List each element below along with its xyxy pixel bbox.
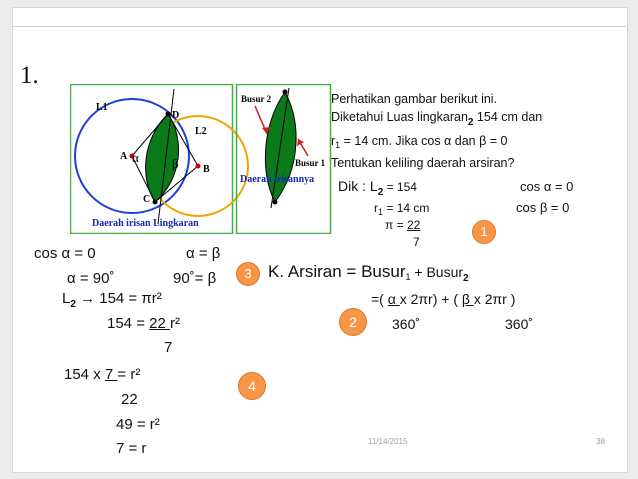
label-busur2: Busur 2 [241,94,272,104]
footer-date: 11/14/2015 [368,437,408,446]
label-beta: β [172,156,179,171]
formula-line-2: =( α x 2πr) + ( β x 2πr ) [371,291,516,307]
calc-beta-90: 90˚= β [173,270,217,287]
calc-line-2: 154 = 22 r² [107,315,180,332]
label-a: A [120,151,128,162]
problem-statement [331,90,621,172]
dik-r1: $r_1 = 14$ cm [374,201,430,217]
problem-line-1: Perhatikan gambar berikut ini. [331,92,498,106]
label-c: C [143,194,151,205]
dik-pi-den: 7 [413,235,420,249]
label-l1: L1 [96,102,108,113]
problem-line-4: Tentukan keliling daerah arsiran? [331,156,515,170]
calc-line-4: 154 x 7 = r² [64,366,141,383]
formula-den-2: 360˚ [505,316,534,332]
step-badge-3: 3 [236,262,260,286]
calc-line-5: 22 [121,391,138,408]
dik-cos-alpha: cos α = 0 [520,179,574,194]
label-l2: L2 [195,126,207,137]
step-badge-1: 1 [472,220,496,244]
caption-left: Daerah irisan Lingkaran [92,218,199,229]
label-busur1: Busur 1 [295,158,326,168]
calc-alpha-90: α = 90˚ [67,270,115,287]
calc-cos-alpha: cos α = 0 [34,245,96,262]
problem-line-3: $r_1 = 14$ cm. Jika cos α dan β = 0 [331,134,508,150]
calc-l2: $L_2 \to 154 = \pi r^2$ [62,290,162,310]
label-d: D [172,110,180,121]
dik-pi: π = 22 [385,218,421,232]
footer-page-number: 38 [596,437,605,446]
step-badge-2: 2 [339,308,367,336]
formula-den-1: 360˚ [392,316,421,332]
label-b: B [203,164,210,175]
step-badge-4: 4 [238,372,266,400]
problem-line-2: Diketahui Luas lingkaran$_2$ 154 cm dan [331,110,543,128]
calc-line-6: 49 = r² [116,416,160,433]
slide-top-rule [12,26,626,27]
calc-alpha-eq-beta: α = β [186,245,221,262]
calc-line-7: 7 = r [116,440,147,457]
slide-frame [12,7,628,473]
dik-cos-beta: cos β = 0 [516,200,570,215]
label-alpha: α [132,150,139,165]
dik-l2: Dik : $L_2 = 154$ [338,178,417,198]
caption-right: Daerah irisannya [240,174,315,185]
circles-figure [70,84,332,234]
problem-number: 1. [20,62,39,89]
calc-line-3: 7 [164,339,173,356]
formula-title: K. Arsiran = Busur$_1$ + Busur$_2$ [268,262,469,284]
